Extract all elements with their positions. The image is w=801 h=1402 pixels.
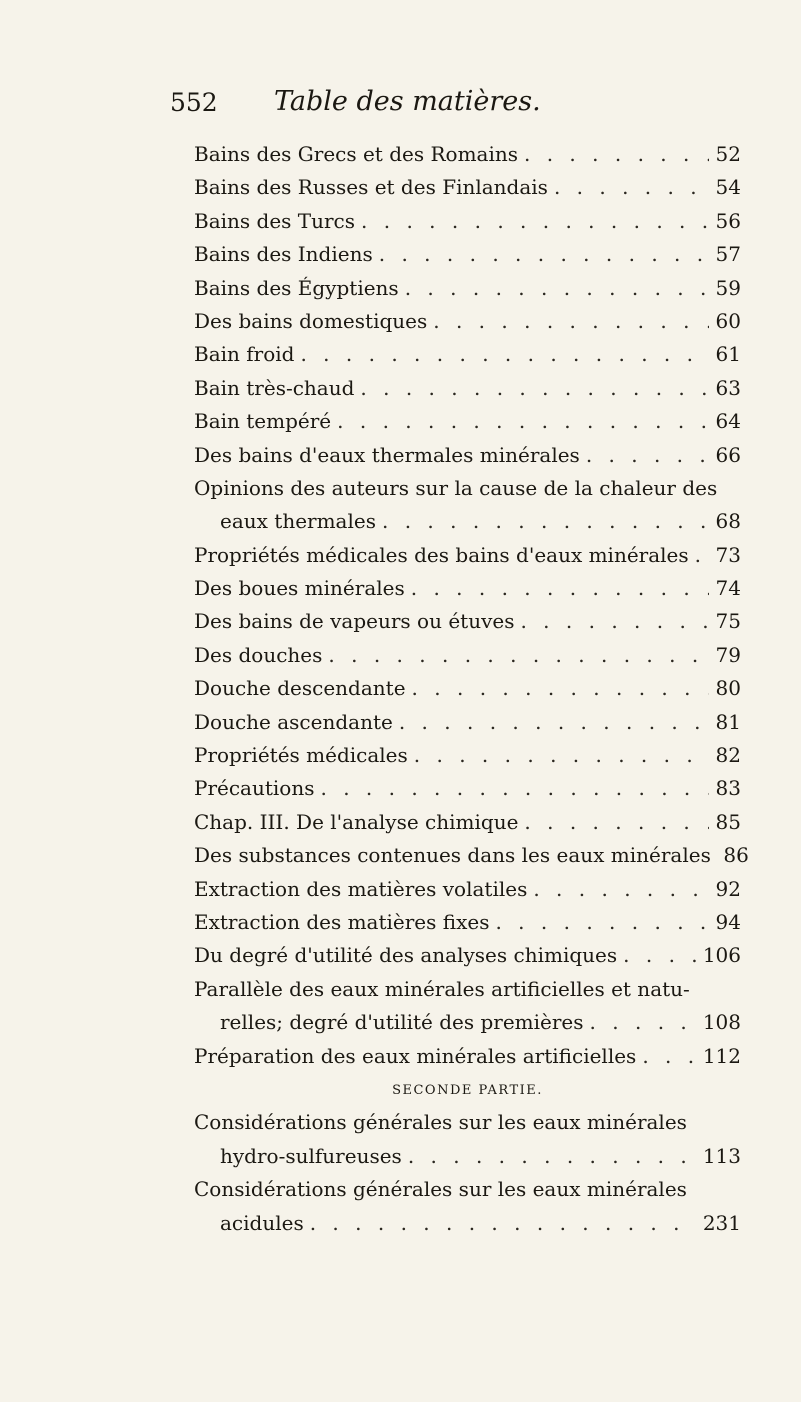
- dot-leader: [361, 205, 709, 238]
- toc-entry: [194, 706, 741, 739]
- page-header: [170, 88, 730, 124]
- toc-entry-title: Chap. III. De l'analyse chimique: [194, 809, 519, 834]
- toc-entry-title: Des douches: [194, 642, 323, 667]
- toc-entry-page: 52: [715, 142, 741, 166]
- toc-entry: [194, 539, 741, 572]
- dot-leader: [412, 672, 709, 705]
- toc-entry-title: Bains des Russes et des Finlandais: [194, 175, 548, 200]
- toc-entry-title: Extraction des matières fixes: [194, 909, 490, 934]
- dot-leader: [310, 1207, 697, 1240]
- toc-entry: [194, 605, 741, 638]
- toc-entry-page: 82: [715, 743, 741, 768]
- toc-entry: [194, 272, 741, 305]
- dot-leader: [320, 772, 709, 805]
- toc-entry-page: 112: [702, 1043, 741, 1068]
- toc-entry-title: Des bains domestiques: [194, 308, 428, 333]
- toc-entry-title: Bains des Égyptiens: [194, 275, 399, 300]
- dot-leader: [623, 939, 697, 972]
- toc-entry: [194, 939, 741, 972]
- toc-entry-page: 73: [715, 542, 741, 567]
- toc-entry-title: Douche ascendante: [194, 709, 393, 734]
- toc-entry-title: eaux thermales: [220, 509, 376, 534]
- toc-entry: [194, 873, 741, 906]
- toc-entry-title: Extraction des matières volatiles: [194, 876, 528, 901]
- toc-entry-page: 61: [715, 342, 741, 367]
- toc-entry-title: Des boues minérales: [194, 576, 405, 601]
- dot-leader: [495, 906, 709, 939]
- dot-leader: [360, 372, 709, 405]
- toc-entry: [194, 405, 741, 438]
- toc-entry-page: 113: [702, 1143, 741, 1168]
- toc-entry: [194, 806, 741, 839]
- toc-entry-title: Des bains d'eaux thermales minérales: [194, 442, 580, 467]
- toc-entry: [194, 205, 741, 238]
- dot-leader: [586, 439, 709, 472]
- page-number: 552: [170, 88, 218, 117]
- toc-entry-page: 83: [715, 776, 741, 801]
- table-of-contents: [194, 138, 749, 1240]
- toc-entry: [194, 338, 741, 371]
- toc-entry: [194, 906, 741, 939]
- dot-leader: [590, 1006, 697, 1039]
- toc-entry-page: 231: [702, 1210, 741, 1235]
- dot-leader: [300, 338, 709, 371]
- toc-entry: [194, 238, 741, 271]
- dot-leader: [411, 572, 709, 605]
- toc-entry-title: acidules: [220, 1210, 304, 1235]
- dot-leader: [520, 605, 709, 638]
- toc-entry-title: Douche descendante: [194, 676, 406, 701]
- toc-entry-page: 57: [715, 242, 741, 267]
- toc-entry-title: relles; degré d'utilité des premières: [220, 1010, 584, 1035]
- toc-entry-page: 54: [715, 175, 741, 200]
- dot-leader: [524, 138, 709, 171]
- toc-entry-page: 60: [715, 308, 741, 333]
- toc-entry-title: Bain froid: [194, 342, 295, 367]
- toc-entry: [194, 1006, 741, 1039]
- dot-leader: [382, 505, 709, 538]
- toc-entry-line: Considérations générales sur les eaux minérales: [194, 1177, 687, 1202]
- toc-entry-page: 80: [715, 676, 741, 701]
- toc-entry: [194, 672, 741, 705]
- dot-leader: [328, 639, 709, 672]
- toc-entry-title: Bains des Turcs: [194, 208, 356, 233]
- toc-entry-page: 63: [715, 375, 741, 400]
- toc-entry-line: Opinions des auteurs sur la cause de la chaleur des: [194, 475, 718, 500]
- dot-leader: [554, 171, 709, 204]
- toc-entry-page: 92: [715, 876, 741, 901]
- toc-entry-line: Parallèle des eaux minérales artificielles et natu-: [194, 976, 690, 1001]
- toc-entry-page: 108: [702, 1010, 741, 1035]
- toc-entry-title: Propriétés médicales des bains d'eaux minérales: [194, 542, 689, 567]
- toc-entry: [194, 1207, 741, 1240]
- toc-entry: [194, 439, 741, 472]
- toc-entry-page: 56: [715, 208, 741, 233]
- toc-entry-title: Du degré d'utilité des analyses chimiques: [194, 943, 618, 968]
- toc-entry: [194, 839, 749, 872]
- dot-leader: [533, 873, 709, 906]
- toc-entry: [194, 572, 741, 605]
- toc-entry-title: Préparation des eaux minérales artificielles: [194, 1043, 637, 1068]
- toc-entry: [194, 171, 741, 204]
- toc-entry: [194, 1040, 741, 1073]
- toc-entry-title: Bain très-chaud: [194, 375, 355, 400]
- toc-entry-page: 106: [702, 943, 741, 968]
- toc-entry-title: Précautions: [194, 776, 315, 801]
- dot-leader: [408, 1140, 697, 1173]
- toc-entry-page: 64: [715, 409, 741, 434]
- running-title: Table des matières.: [274, 86, 541, 117]
- toc-entry-page: 85: [715, 809, 741, 834]
- dot-leader: [337, 405, 709, 438]
- toc-entry: [194, 639, 741, 672]
- toc-entry-title: Des substances contenues dans les eaux minérales: [194, 843, 711, 868]
- dot-leader: [414, 739, 709, 772]
- toc-entry: [194, 305, 741, 338]
- toc-entry: [194, 505, 741, 538]
- toc-entry-page: 75: [715, 609, 741, 634]
- toc-entry-title: Bains des Indiens: [194, 242, 373, 267]
- dot-leader: [695, 539, 709, 572]
- dot-leader: [399, 706, 709, 739]
- toc-entry: [194, 739, 741, 772]
- toc-entry-page: 81: [715, 709, 741, 734]
- toc-entry-page: 68: [715, 509, 741, 534]
- dot-leader: [379, 238, 709, 271]
- toc-entry-title: Bains des Grecs et des Romains: [194, 142, 518, 166]
- dot-leader: [405, 272, 709, 305]
- section-heading: SECONDE PARTIE.: [392, 1082, 543, 1098]
- toc-entry-page: 66: [715, 442, 741, 467]
- toc-entry-line: Considérations générales sur les eaux minérales: [194, 1110, 687, 1135]
- toc-entry-page: 59: [715, 275, 741, 300]
- toc-entry-page: 74: [715, 576, 741, 601]
- toc-entry: [194, 1140, 741, 1173]
- toc-entry: [194, 138, 741, 171]
- toc-entry-title: Bain tempéré: [194, 409, 332, 434]
- toc-entry: [194, 372, 741, 405]
- toc-entry: [194, 772, 741, 805]
- dot-leader: [524, 806, 709, 839]
- toc-entry-title: hydro-sulfureuses: [220, 1143, 402, 1168]
- dot-leader: [433, 305, 709, 338]
- toc-entry-title: Des bains de vapeurs ou étuves: [194, 609, 515, 634]
- dot-leader: [642, 1040, 696, 1073]
- toc-entry-page: 79: [715, 642, 741, 667]
- toc-entry-page: 94: [715, 909, 741, 934]
- toc-entry-page: 86: [723, 843, 749, 868]
- toc-entry-title: Propriétés médicales: [194, 743, 408, 768]
